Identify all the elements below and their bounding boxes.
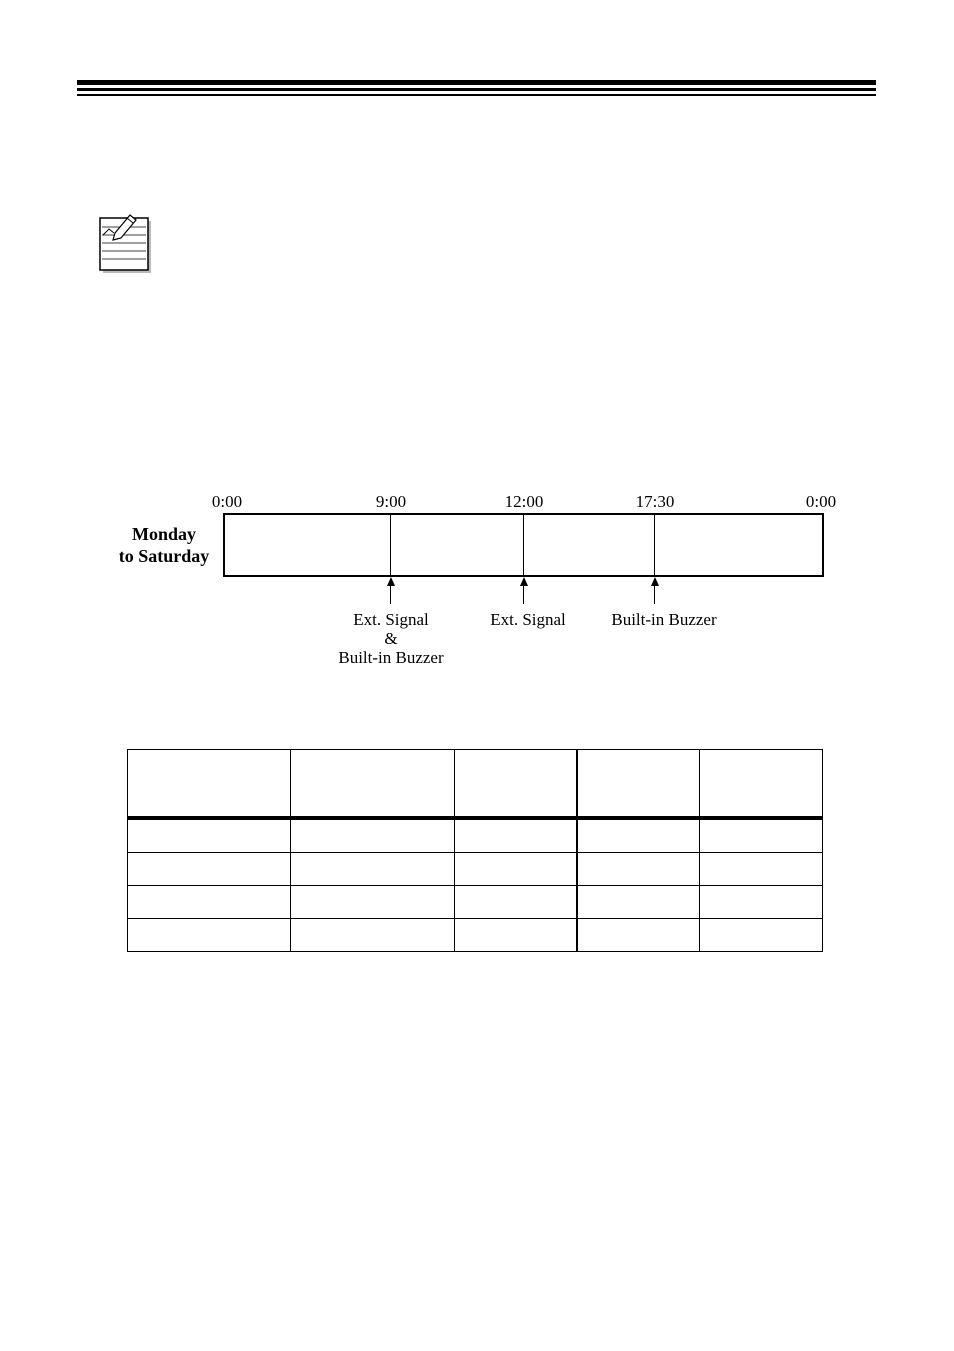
table-row	[128, 853, 823, 886]
table-cell	[700, 919, 823, 952]
table-cell	[577, 886, 700, 919]
event-label-1200	[490, 610, 566, 629]
table-cell	[128, 886, 291, 919]
divider-1730	[654, 515, 655, 575]
event-label-0900-line2: &	[384, 629, 398, 648]
table-row	[128, 919, 823, 952]
divider-0900	[390, 515, 391, 575]
event-label-0900	[338, 610, 443, 667]
table-cell	[700, 886, 823, 919]
time-label-start: 0:00	[211, 492, 243, 511]
table-cell	[455, 886, 577, 919]
time-label-1200: 12:00	[504, 492, 544, 511]
table-cell	[455, 919, 577, 952]
table-header-row	[128, 750, 823, 819]
day-label-line1: Monday	[131, 524, 196, 544]
arrow-shaft-1730	[654, 580, 655, 604]
arrow-shaft-1200	[523, 580, 524, 604]
table-cell	[291, 886, 455, 919]
table-cell	[577, 818, 700, 853]
table-cell	[577, 919, 700, 952]
table-cell	[700, 818, 823, 853]
arrow-up-icon	[651, 577, 659, 586]
time-label-0900: 9:00	[375, 492, 407, 511]
day-label-line2: to Saturday	[118, 546, 210, 566]
table-header-cell	[455, 750, 577, 819]
table-cell	[128, 853, 291, 886]
table-cell	[577, 853, 700, 886]
table-header-cell	[291, 750, 455, 819]
time-label-1730: 17:30	[635, 492, 675, 511]
table-cell	[291, 818, 455, 853]
day-range-label	[100, 523, 228, 567]
settings-table	[127, 749, 823, 952]
table-cell	[128, 919, 291, 952]
table-row	[128, 818, 823, 853]
event-label-0900-line1: Ext. Signal	[353, 610, 429, 629]
table-cell	[291, 853, 455, 886]
arrow-up-icon	[387, 577, 395, 586]
event-label-0900-line3: Built-in Buzzer	[338, 648, 444, 667]
table-cell	[291, 919, 455, 952]
table-header-cell	[128, 750, 291, 819]
table-cell	[128, 818, 291, 853]
table-header-cell	[577, 750, 700, 819]
table-header-cell	[700, 750, 823, 819]
event-label-1730-line1: Built-in Buzzer	[611, 610, 717, 629]
divider-1200	[523, 515, 524, 575]
event-label-1200-line1: Ext. Signal	[490, 610, 566, 629]
arrow-up-icon	[520, 577, 528, 586]
event-label-1730	[611, 610, 716, 629]
table-row	[128, 886, 823, 919]
time-label-end: 0:00	[805, 492, 837, 511]
arrow-shaft-0900	[390, 580, 391, 604]
table-cell	[700, 853, 823, 886]
table-cell	[455, 853, 577, 886]
table-cell	[455, 818, 577, 853]
